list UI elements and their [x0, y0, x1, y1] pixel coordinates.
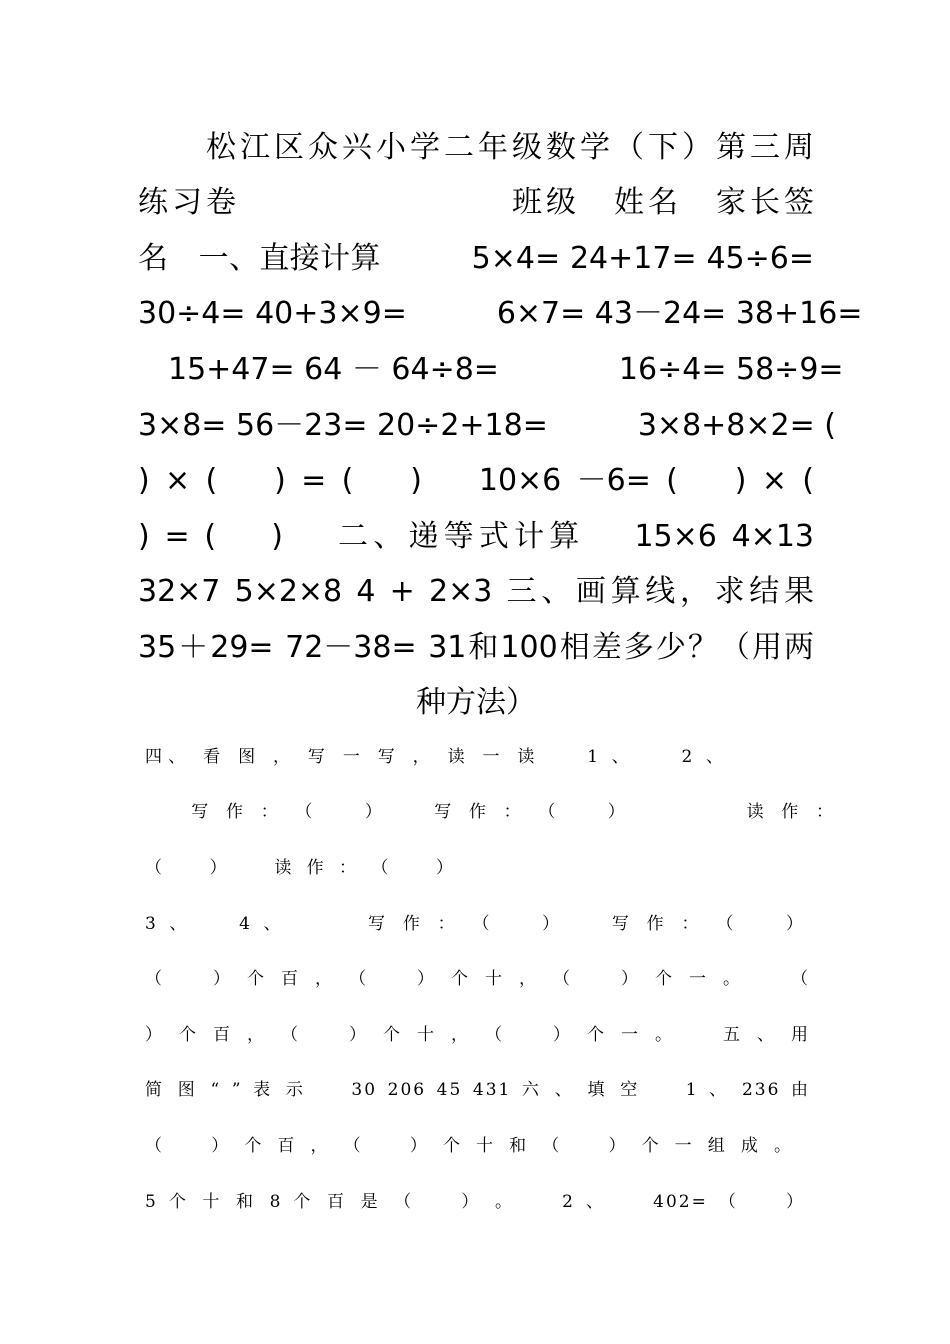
- text-line: 30÷4= 40+3×9= 6×7= 43－24= 38+16=: [138, 296, 863, 331]
- text-line: 35＋29= 72－38= 31和100相差多少？（用两: [138, 630, 814, 665]
- section-six-line: 简 图 “ ” 表 示 30 206 45 431 六 、 填 空 1 、 236 由: [145, 1080, 810, 1100]
- text-line: 种方法）: [416, 685, 536, 720]
- text-line: （ ） 个 百 ， （ ） 个 十 ， （ ） 个 一 。 （: [145, 969, 810, 989]
- section-five-line: ） 个 百 ， （ ） 个 十 ， （ ） 个 一 。 五 、 用: [145, 1025, 810, 1045]
- text-line: 15+47= 64 － 64÷8= 16÷4= 58÷9=: [138, 352, 844, 387]
- text-line: 练习卷 班级 姓名 家长签: [138, 185, 814, 220]
- text-line: 5 个 十 和 8 个 百 是 （ ） 。 2 、 402= （ ）: [145, 1192, 805, 1212]
- section-three-line: 32×7 5×2×8 4 + 2×3 三、画算线，求结果: [138, 574, 814, 609]
- text-line: （ ） 读 作 ： （ ）: [145, 858, 455, 878]
- section-one-line: 名 一、直接计算 5×4= 24+17= 45÷6=: [138, 241, 814, 276]
- text-line: ) × ( ) = ( ) 10×6 －6= ( ) × (: [138, 463, 814, 498]
- section-two-line: ) = ( ) 二、递等式计算 15×6 4×13: [138, 519, 814, 554]
- text-line: 3 、 4 、 写 作 ： （ ） 写 作 ： （ ）: [145, 914, 805, 934]
- section-four-line: 四、 看 图 ， 写 一 写 ， 读 一 读 1 、 2 、: [145, 747, 725, 767]
- text-line: （ ） 个 百 ， （ ） 个 十 和 （ ） 个 一 组 成 。: [145, 1136, 793, 1156]
- worksheet-title: 松江区众兴小学二年级数学（下）第三周: [206, 130, 814, 165]
- text-line: 3×8= 56－23= 20÷2+18= 3×8+8×2= (: [138, 408, 836, 443]
- text-line: 写 作 ： （ ） 写 作 ： （ ） 读 作 ：: [145, 802, 835, 822]
